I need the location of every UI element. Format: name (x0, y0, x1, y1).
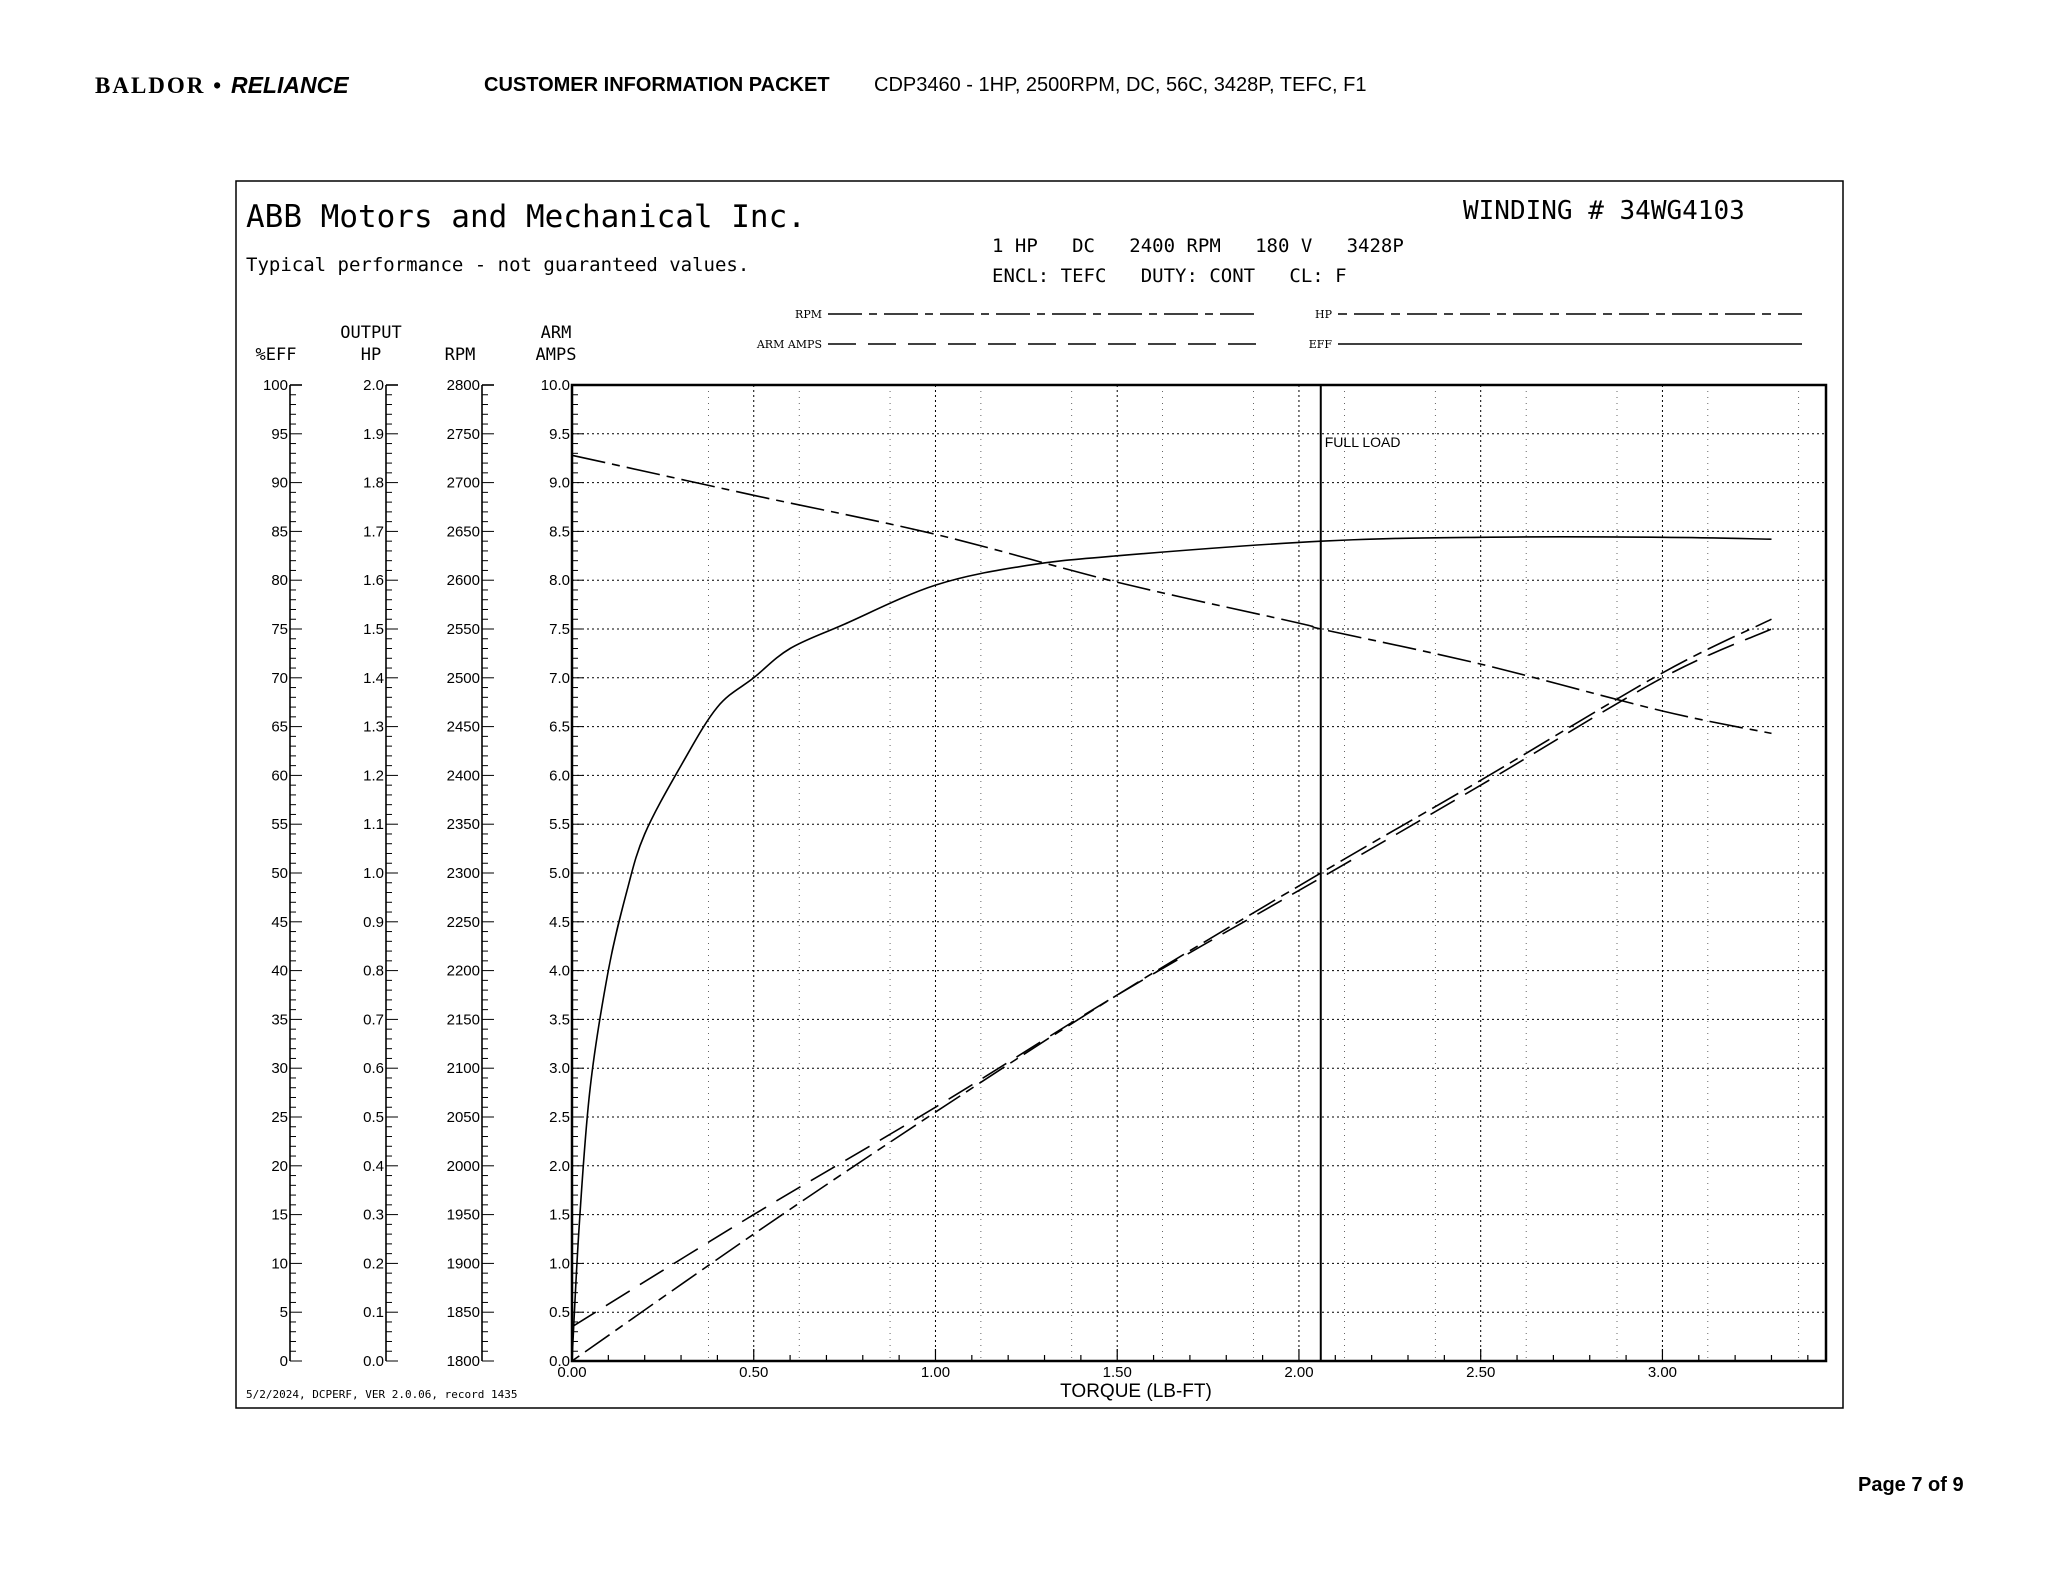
legend-label: EFF (1308, 338, 1332, 351)
x-axis (557, 1349, 1807, 1381)
scale-label: 0.6 (363, 1060, 384, 1078)
x-tick-label: 0.50 (739, 1364, 769, 1381)
scale-label: 90 (271, 474, 288, 492)
scale-header: AMPS (535, 345, 577, 365)
scale-label: 6.0 (549, 767, 570, 785)
scale-label: 0.9 (363, 913, 384, 931)
record-info: 5/2/2024, DCPERF, VER 2.0.06, record 1435 (246, 1388, 518, 1401)
scale-label: 50 (271, 865, 288, 882)
scale-label: 15 (271, 1206, 288, 1224)
scale-label: 2700 (446, 474, 480, 492)
scale-label: 2200 (446, 962, 480, 980)
scale-label: 2500 (446, 669, 480, 687)
logo-baldor: BALDOR (95, 73, 206, 98)
scale-label: 1.5 (363, 621, 384, 638)
motor-spec-line-2: ENCL: TEFC DUTY: CONT CL: F (992, 265, 1347, 287)
legend-label: HP (1315, 308, 1332, 321)
scale-label: 2550 (446, 621, 480, 638)
motor-spec-line-1: 1 HP DC 2400 RPM 180 V 3428P (992, 235, 1404, 257)
model-description: CDP3460 - 1HP, 2500RPM, DC, 56C, 3428P, TEFC, F1 (874, 74, 1367, 96)
scale-label: 1.1 (363, 816, 384, 834)
scale-header: ARM (540, 323, 572, 343)
scale-label: 0.0 (549, 1353, 570, 1370)
scale-label: 8.5 (549, 523, 570, 541)
company-name: ABB Motors and Mechanical Inc. (246, 199, 806, 235)
scale-header: %EFF (255, 345, 297, 365)
x-tick-label: 2.00 (1284, 1364, 1314, 1381)
scale-label: 2.0 (549, 1157, 570, 1175)
scale-label: 5.0 (549, 865, 570, 882)
scale-label: 2600 (446, 572, 480, 590)
performance-note: Typical performance - not guaranteed values. (246, 254, 750, 276)
scale-label: 1.5 (549, 1206, 570, 1224)
scale-label: 5.5 (549, 816, 570, 834)
scale-label: 5 (279, 1304, 288, 1322)
scale-label: 40 (271, 962, 288, 980)
scale-label: 0.3 (363, 1206, 384, 1224)
scale-label: 70 (271, 669, 288, 687)
scale-label: 55 (271, 816, 288, 834)
scale-label: 4.5 (549, 913, 570, 931)
scale-label: 1.4 (363, 669, 384, 687)
scale-label: 0.4 (363, 1157, 384, 1175)
series-rpm (572, 455, 1772, 733)
scale-label: 1.3 (363, 718, 384, 736)
logo-separator: • (213, 73, 224, 98)
scale-label: 30 (271, 1060, 288, 1078)
scale-label: 2750 (446, 425, 480, 443)
scale-label: 1.8 (363, 474, 384, 492)
scale-label: 0.0 (363, 1353, 384, 1370)
series-eff (572, 537, 1772, 1361)
scale-label: 1.0 (549, 1255, 570, 1273)
scale-label: 0.1 (363, 1304, 384, 1322)
scale-label: 8.0 (549, 572, 570, 590)
scale-label: 2100 (446, 1060, 480, 1078)
scale-label: 85 (271, 523, 288, 541)
chart-legend (756, 308, 1802, 351)
scale-label: 2400 (446, 767, 480, 785)
page-number: Page 7 of 9 (1858, 1474, 1964, 1496)
scale-label: 1900 (446, 1255, 480, 1273)
scale-label: 1.6 (363, 572, 384, 590)
scale-label: 0 (279, 1353, 288, 1370)
scale-label: 60 (271, 767, 288, 785)
scale-label: 2000 (446, 1157, 480, 1175)
scale-label: 2300 (446, 865, 480, 882)
series-arm-amps (572, 629, 1772, 1327)
legend-label: RPM (795, 308, 822, 321)
x-tick-label: 3.00 (1647, 1364, 1678, 1381)
full-load-label: FULL LOAD (1324, 434, 1401, 450)
scale-label: 2.5 (549, 1109, 570, 1126)
scale-label: 7.5 (549, 621, 570, 638)
scale-label: 2050 (446, 1109, 480, 1126)
scale-label: 1.7 (363, 523, 384, 541)
scale-label: 3.5 (549, 1011, 570, 1029)
series-hp (572, 619, 1772, 1361)
packet-title: CUSTOMER INFORMATION PACKET (484, 74, 830, 96)
scale-label: 1.2 (363, 767, 384, 785)
scale-label: 2.0 (363, 377, 384, 394)
scale-label: 1.0 (363, 865, 384, 882)
value-scales (256, 323, 584, 1370)
sheet-border (236, 181, 1843, 1408)
scale-label: 1850 (446, 1304, 480, 1322)
scale-label: 1950 (446, 1206, 480, 1224)
scale-label: 0.8 (363, 962, 384, 980)
scale-label: 0.5 (363, 1109, 384, 1126)
x-tick-label: 1.00 (920, 1364, 951, 1381)
scale-label: 25 (271, 1109, 288, 1126)
series-lines (572, 455, 1772, 1361)
x-axis-title: TORQUE (LB-FT) (1060, 1381, 1212, 1402)
scale-label: 0.2 (363, 1255, 384, 1273)
scale-label: 2800 (446, 377, 480, 394)
winding-number: WINDING # 34WG4103 (1463, 196, 1745, 226)
scale-header: OUTPUT (340, 323, 402, 343)
scale-label: 35 (271, 1011, 288, 1029)
scale-label: 1800 (446, 1353, 480, 1370)
scale-label: 9.0 (549, 474, 570, 492)
scale-label: 2450 (446, 718, 480, 736)
scale-label: 100 (262, 377, 288, 394)
x-tick-label: 1.50 (1102, 1364, 1132, 1381)
scale-label: 2150 (446, 1011, 480, 1029)
scale-header: RPM (444, 345, 476, 365)
scale-label: 2650 (446, 523, 480, 541)
legend-label: ARM AMPS (756, 338, 822, 351)
scale-label: 0.5 (549, 1304, 570, 1322)
scale-label: 95 (271, 425, 288, 443)
scale-label: 20 (271, 1157, 288, 1175)
scale-label: 2350 (446, 816, 480, 834)
scale-header: HP (360, 345, 382, 365)
scale-label: 0.7 (363, 1011, 384, 1029)
scale-label: 4.0 (549, 962, 570, 980)
x-tick-label: 0.00 (557, 1364, 587, 1381)
scale-label: 10.0 (540, 377, 570, 394)
scale-label: 80 (271, 572, 288, 590)
scale-label: 65 (271, 718, 288, 736)
scale-label: 45 (271, 913, 288, 931)
scale-label: 9.5 (549, 425, 570, 443)
scale-label: 7.0 (549, 669, 570, 687)
scale-label: 75 (271, 621, 288, 638)
scale-label: 6.5 (549, 718, 570, 736)
scale-label: 10 (271, 1255, 288, 1273)
chart-grid (572, 385, 1826, 1361)
logo-reliance: RELIANCE (230, 72, 349, 98)
scale-label: 3.0 (549, 1060, 570, 1078)
scale-label: 1.9 (363, 425, 384, 443)
x-tick-label: 2.50 (1466, 1364, 1496, 1381)
scale-label: 2250 (446, 913, 480, 931)
